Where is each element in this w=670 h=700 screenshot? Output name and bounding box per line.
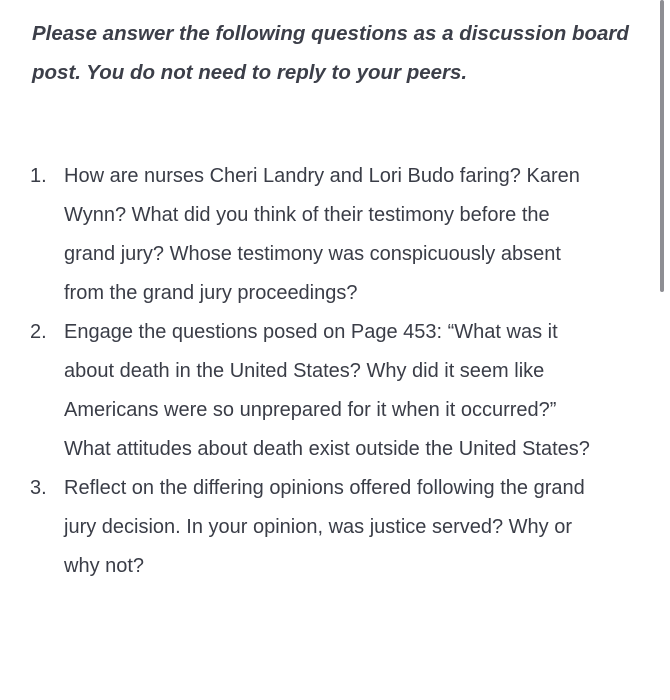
instructions-heading: Please answer the following questions as a discussion board post. You do not need to reply to your peers. (32, 22, 629, 84)
question-item (30, 313, 605, 469)
question-text: Engage the questions posed on Page 453: “What was it about death in the United States? Why did it seem like Americans were so unprepared for it when it occurred?” What attitudes about death exist outside the United States? (64, 321, 590, 460)
question-item (30, 157, 605, 313)
question-list (30, 157, 605, 586)
document-body (32, 14, 632, 92)
question-item (30, 469, 605, 586)
question-text: Reflect on the differing opinions offered following the grand jury decision. In your opinion, was justice served? Why or why not? (64, 477, 585, 577)
question-number: 1. (30, 165, 47, 187)
question-number: 3. (30, 477, 47, 499)
question-number: 2. (30, 321, 47, 343)
question-text: How are nurses Cheri Landry and Lori Budo faring? Karen Wynn? What did you think of their testimony before the grand jury? Whose testimony was conspicuously absent from the grand jury proceedings? (64, 165, 580, 304)
vertical-scrollbar[interactable] (660, 0, 664, 292)
